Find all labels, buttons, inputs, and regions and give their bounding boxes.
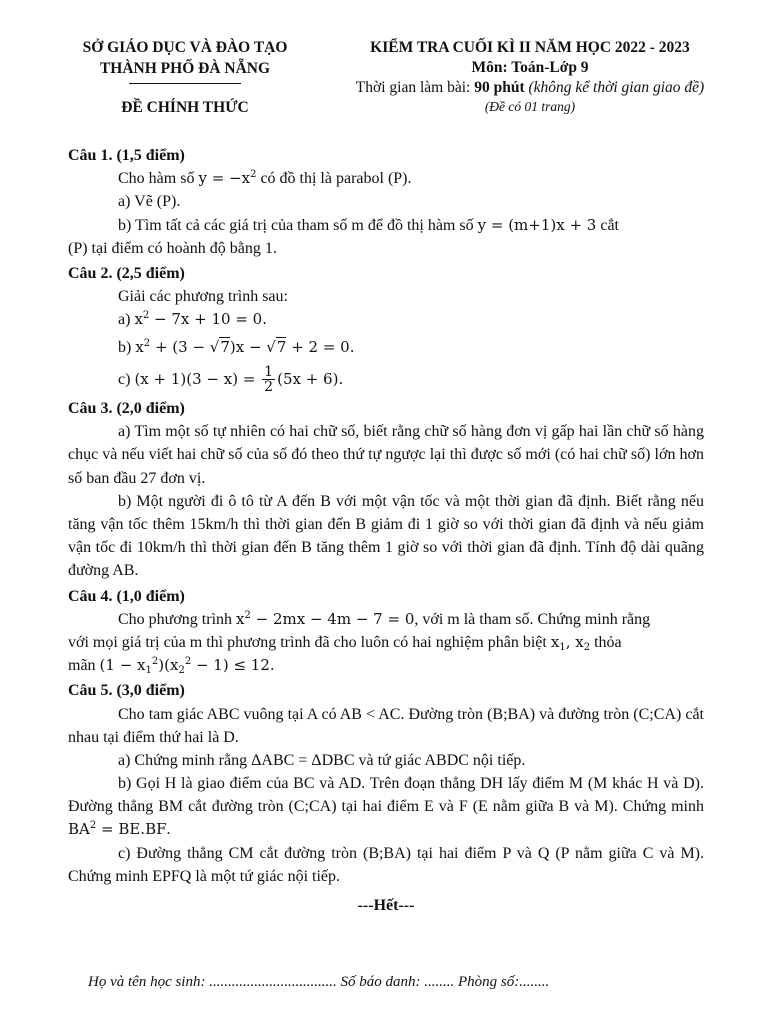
math-eq-2c: (x + 1)(3 − x) = $\frac{1}{2}$ (5x + 6). — [134, 363, 344, 396]
student-info-footer — [88, 972, 728, 994]
question-2-intro: Giải các phương trình sau: — [118, 288, 288, 306]
math-linear: y = (m+1)x + 3 — [477, 215, 597, 234]
question-2a: a) $x^2 - 7x + 10 = 0$. — [118, 310, 267, 329]
question-1a: a) Vẽ (P). — [118, 193, 181, 211]
candidate-number-label: Số báo danh: — [336, 974, 425, 990]
room-number-blank: ........ — [519, 974, 550, 990]
question-2b: b) $x^2 + (3 - √7)x - √7 + 2 = 0$. — [118, 337, 355, 356]
candidate-number-blank: ........ — [424, 974, 455, 990]
math-ineq-4: $(1 - x_1^2)(x_2^2 - 1) \le 12$. — [99, 656, 275, 677]
question-3a: a) Tìm một số tự nhiên có hai chữ số, biết rằng chữ số hàng đơn vị gấp hai lần chữ số hàng chục và nếu viết hai chữ số của số đó theo thứ tự ngược lại thì được số mới (có hai chữ số) lớn hơn số ban đầu 27 đơn vị. — [68, 423, 704, 487]
question-5-intro: Cho tam giác ABC vuông tại A có AB < AC. Đường tròn (B;BA) và đường tròn (C;CA) cắt nhau tại điểm thứ hai là D. — [68, 705, 704, 746]
question-5c: c) Đường thẳng CM cắt đường tròn (B;BA) tại hai điểm P và Q (P nằm giữa C và M). Chứng minh EPFQ là một tứ giác nội tiếp. — [68, 844, 704, 885]
room-number-label: Phòng số: — [454, 974, 520, 990]
question-1-intro: Cho hàm số $y = -x^2$ có đồ thị là parabol (P). — [118, 169, 412, 188]
math-eq-2a: $x^2 - 7x + 10 = 0$. — [134, 310, 267, 329]
question-4-title: Câu 4. (1,0 điểm) — [68, 587, 185, 605]
fraction-half: $\frac{1}{2}$ — [264, 363, 274, 396]
question-2c: c) (x + 1)(3 − x) = $\frac{1}{2}$ (5x + 6). — [118, 363, 344, 396]
question-5b: b) Gọi H là giao điểm của BC và AD. Trên đoạn thẳng DH lấy điểm M (M khác H và D). Đường thẳng BM cắt đường tròn (C;CA) tại hai điểm E và F (E nằm giữa B và M). Chứng minh $BA^2 = BE.BF$. — [68, 775, 704, 839]
student-name-label: Họ và tên học sinh: — [88, 974, 210, 990]
exam-content — [68, 142, 704, 917]
question-3-title: Câu 3. (2,0 điểm) — [68, 400, 185, 418]
math-parabola: $y = -x^2$ — [198, 169, 257, 188]
header-exam-info — [320, 38, 740, 116]
math-eq-2b: $x^2 + (3 - √7)x - √7 + 2 = 0$. — [135, 337, 355, 356]
question-4-line-1: Cho phương trình $x^2 - 2mx - 4m - 7 = 0$, với m là tham số. Chứng minh rằng — [118, 609, 651, 628]
math-eq-4: $x^2 - 2mx - 4m - 7 = 0$ — [236, 609, 415, 628]
official-label: ĐỀ CHÍNH THỨC — [121, 98, 249, 116]
exam-time — [320, 78, 740, 98]
end-mark: ---Hết--- — [357, 897, 415, 914]
question-3b: b) Một người đi ô tô từ A đến B với một vận tốc và một thời gian đã định. Biết rằng nếu tăng vận tốc thêm 15km/h thì thời gian đến B giảm đi 1 giờ so với thời gian đã định và nếu giảm vận tốc đi 10km/h thì thời gian đến B tăng thêm 1 giờ so với thời gian đã định. Tính độ dài quãng đường AB. — [68, 492, 704, 580]
dept-line-2: THÀNH PHỐ ĐÀ NẴNG — [99, 59, 271, 77]
question-2-title: Câu 2. (2,5 điểm) — [68, 264, 185, 282]
pages-note: (Đề có 01 trang) — [484, 99, 576, 115]
question-1b: b) Tìm tất cả các giá trị của tham số m để đồ thị hàm số y = (m+1)x + 3 cắt — [118, 215, 619, 234]
question-5-title: Câu 5. (3,0 điểm) — [68, 682, 185, 700]
time-value: 90 phút — [474, 79, 525, 97]
exam-title: KIỂM TRA CUỐI KÌ II NĂM HỌC 2022 - 2023 — [370, 39, 690, 56]
header-department — [60, 38, 310, 119]
question-5a: a) Chứng minh rằng ΔABC = ΔDBC và tứ giác ABDC nội tiếp. — [118, 751, 526, 769]
exam-subject: Môn: Toán-Lớp 9 — [471, 59, 589, 77]
header-divider — [129, 83, 241, 84]
question-4-line-2: với mọi giá trị của m thì phương trình đã cho luôn có hai nghiệm phân biệt $x_1$, $x_2$ thỏa — [68, 632, 622, 653]
student-name-blank: .................................. — [209, 974, 337, 990]
dept-line-1: SỞ GIÁO DỤC VÀ ĐÀO TẠO — [82, 39, 288, 56]
question-1b-cont: (P) tại điểm có hoành độ bằng 1. — [68, 239, 277, 257]
question-1-title: Câu 1. (1,5 điểm) — [68, 147, 185, 164]
time-note: (không kể thời gian giao đề) — [524, 79, 705, 97]
time-prefix: Thời gian làm bài: — [355, 79, 475, 97]
math-ba-squared: $BA^2 = BE.BF$ — [68, 820, 167, 839]
math-roots: $x_1$, $x_2$ — [550, 632, 591, 653]
question-4-line-3: mãn $(1 - x_1^2)(x_2^2 - 1) \le 12$. — [68, 656, 275, 677]
